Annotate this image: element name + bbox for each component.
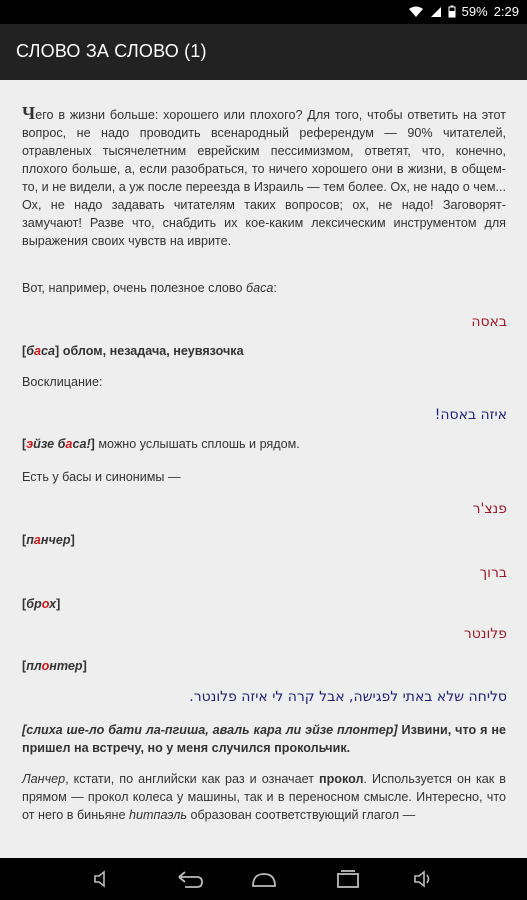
final-part: hитпаэль — [129, 808, 187, 822]
tr-part: нчер — [40, 533, 71, 547]
sentence-transliteration: [слиха ше-ло бати ла-пгиша, аваль кара ли эйзе плонтер] — [22, 723, 398, 737]
status-bar — [0, 0, 527, 24]
word-plonter-translation: [плонтер] — [22, 659, 87, 673]
word-basa-translation: [баса] облом, незадача, неувязочка — [22, 344, 244, 358]
tr-part: х — [49, 597, 57, 611]
tr-part: пл — [26, 659, 42, 673]
final-part: Ланчер — [22, 772, 66, 786]
example-intro — [22, 279, 277, 297]
volume-down-icon[interactable] — [90, 868, 112, 890]
tr-part: нтер — [49, 659, 83, 673]
article-content[interactable] — [0, 80, 527, 858]
stress-mark: а — [65, 437, 73, 451]
word-eize-basa-hebrew: איזה באסה! — [434, 407, 507, 423]
stress-mark: о — [41, 597, 50, 611]
drop-cap: Ч — [22, 103, 36, 123]
word-pancher-hebrew: פנצ'ר — [472, 501, 507, 517]
example-text: Вот, например, очень полезное слово — [22, 281, 246, 295]
exclamation-label: Восклицание: — [22, 375, 103, 389]
tr-part: са — [41, 344, 56, 358]
stress-mark: а — [34, 344, 42, 358]
final-part: прокол — [319, 772, 364, 786]
wifi-icon — [408, 6, 424, 18]
clock: 2:29 — [493, 4, 519, 19]
battery-percent: 59% — [461, 4, 488, 19]
app-bar — [0, 24, 527, 80]
tr-part: ] — [90, 437, 95, 451]
note: можно услышать сплошь и рядом. — [94, 437, 300, 451]
volume-up-icon[interactable] — [412, 868, 434, 890]
final-part: . Используется он как в прямом — прокол колеса у машины, так и в переносном смысле. Интересно, что от него в биньяне — [22, 772, 506, 822]
tr-part: бр — [26, 597, 42, 611]
home-icon[interactable] — [247, 868, 281, 890]
synonyms-label: Есть у басы и синонимы — — [22, 470, 181, 484]
sentence-hebrew: סליחה שלא באתי לפגישה, אבל קרה לי איזה פלונטר. — [189, 689, 507, 705]
recents-icon[interactable] — [335, 868, 361, 890]
stress-mark: о — [41, 659, 50, 673]
word-pancher-translation: [панчер] — [22, 533, 75, 547]
word-broh-translation: [брох] — [22, 597, 61, 611]
tr-part: б — [26, 344, 35, 358]
tr-part: [ — [22, 437, 27, 451]
intro-text: его в жизни больше: хорошего или плохого? Для того, чтобы ответить на этот вопрос, не надо проводить всенародный референдум — 90% читателей, отравленых тысячелетним еврейским пессимизмом, ответят, что, конечно, плохого больше, а, если разобраться, то ничего хорошего они в жизни, в общем-то, и не видели, а уж после переезда в Израиль — тем более. Ох, не надо о чем... Ох, не надо задавать читателям таких вопросов; ох, не надо! Заговорят-замучают! Разве что, снабдить их кое-каким лексическим инструментом для выражения своих чувств на иврите. — [22, 108, 506, 248]
word-plonter-hebrew: פלונטר — [463, 626, 507, 642]
meaning: облом, незадача, неувязочка — [59, 344, 244, 358]
stress-mark: э — [26, 437, 34, 451]
word-eize-basa-translation — [22, 435, 300, 453]
battery-icon — [448, 5, 456, 18]
tr-part: са! — [72, 437, 91, 451]
word-basa-hebrew: באסה — [471, 314, 507, 330]
intro-paragraph — [22, 104, 506, 250]
back-icon[interactable] — [175, 868, 205, 890]
example-word: баса — [246, 281, 274, 295]
final-part: образован соответствующий глагол — — [186, 808, 416, 822]
final-part: , кстати, по английски как раз и означает — [65, 772, 319, 786]
example-colon: : — [273, 281, 277, 295]
tr-part: йзе б — [33, 437, 66, 451]
sentence-russian: Извини, что я не пришел на встречу, но у меня случился прокольчик. — [22, 723, 507, 755]
word-broh-hebrew: ברוך — [479, 565, 507, 581]
stress-mark: а — [33, 533, 41, 547]
page-title: СЛОВО ЗА СЛОВО (1) — [16, 41, 207, 61]
signal-icon — [430, 6, 442, 18]
tr-part: п — [26, 533, 34, 547]
sentence-translation — [22, 721, 506, 757]
navigation-bar — [0, 858, 527, 900]
final-paragraph — [22, 770, 506, 824]
